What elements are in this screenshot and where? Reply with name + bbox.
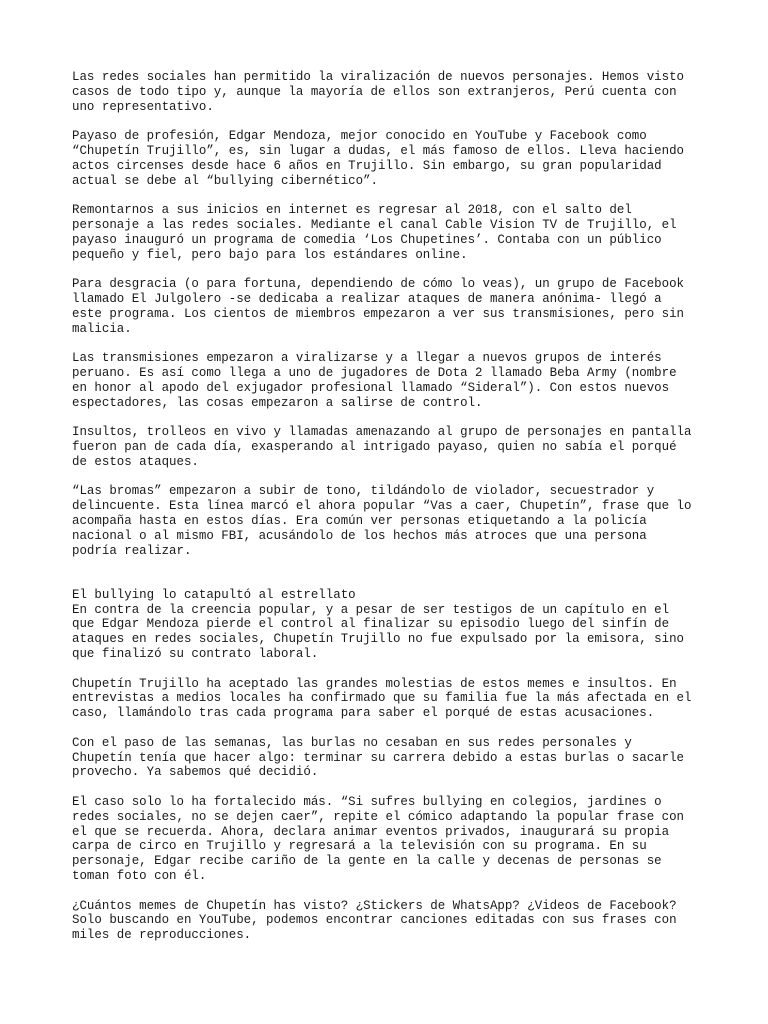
paragraph: Las transmisiones empezaron a viralizarse y a llegar a nuevos grupos de interés peruano. Es así como llega a uno de jugadores de Dota 2 llamado Beba Army (nombre en honor al apodo del exjugador profesional llamado “Sideral”). Con estos nuevos espectadores, las cosas empezaron a salirse de control.: [72, 351, 677, 410]
paragraph: El caso solo lo ha fortalecido más. “Si sufres bullying en colegios, jardines o redes sociales, no se dejen caer”, repite el cómico adaptando la popular frase con el que se recuerda. Ahora, declara animar eventos privados, inaugurará su propia carpa de circo en Trujillo y regresará a la televisión con su programa. En su personaje, Edgar recibe cariño de la gente en la calle y decenas de personas se toman foto con él.: [72, 795, 685, 884]
paragraph: Chupetín Trujillo ha aceptado las grandes molestias de estos memes e insultos. En entrevistas a medios locales ha confirmado que su familia fue la más afectada en el caso, llamándolo tras cada programa para saber el porqué de estas acusaciones.: [72, 676, 692, 721]
paragraph: Payaso de profesión, Edgar Mendoza, mejor conocido en YouTube y Facebook como “Chupetín Trujillo”, es, sin lugar a dudas, el más famoso de ellos. Lleva haciendo actos circenses desde hace 6 años en Trujillo. Sin embargo, su gran popularidad actual se debe al “bullying cibernético”.: [72, 129, 685, 188]
paragraph: ¿Cuántos memes de Chupetín has visto? ¿Stickers de WhatsApp? ¿Videos de Facebook? Solo buscando en YouTube, podemos encontrar canciones editadas con sus frases con miles de reproducciones.: [72, 898, 677, 943]
paragraph: “Las bromas” empezaron a subir de tono, tildándolo de violador, secuestrador y delincuente. Esta línea marcó el ahora popular “Vas a caer, Chupetín”, frase que lo acompaña hasta en estos días. Era común ver personas etiquetando a la policía nacional o al mismo FBI, acusándolo de los hechos más atroces que una persona podría realizar.: [72, 484, 692, 558]
paragraph: En contra de la creencia popular, y a pesar de ser testigos de un capítulo en el que Edgar Mendoza pierde el control al finalizar su episodio luego del sinfín de ataques en redes sociales, Chupetín Trujillo no fue expulsado por la emisora, sino que finalizó su contrato laboral.: [72, 602, 685, 662]
section-heading: El bullying lo catapultó al estrellato: [72, 587, 356, 602]
paragraph: Insultos, trolleos en vivo y llamadas amenazando al grupo de personajes en pantalla fueron pan de cada día, exasperando al intrigado payaso, quien no sabía el porqué de estos ataques.: [72, 425, 692, 469]
document-body: [72, 70, 708, 958]
paragraph: Para desgracia (o para fortuna, dependiendo de cómo lo veas), un grupo de Facebook llamado El Julgolero -se dedicaba a realizar ataques de manera anónima- llegó a este programa. Los cientos de miembros empezaron a ver sus transmisiones, pero sin malicia.: [72, 277, 685, 336]
paragraph: Las redes sociales han permitido la viralización de nuevos personajes. Hemos visto casos de todo tipo y, aunque la mayoría de ellos son extranjeros, Perú cuenta con uno representativo.: [72, 70, 685, 114]
paragraph: Remontarnos a sus inicios en internet es regresar al 2018, con el salto del personaje a las redes sociales. Mediante el canal Cable Vision TV de Trujillo, el payaso inauguró un programa de comedia ‘Los Chupetines’. Contaba con un público pequeño y fiel, pero bajo para los estándares online.: [72, 203, 677, 262]
paragraph: Con el paso de las semanas, las burlas no cesaban en sus redes personales y Chupetín tenía que hacer algo: terminar su carrera debido a estas burlas o sacarle provecho. Ya sabemos qué decidió.: [72, 735, 685, 780]
